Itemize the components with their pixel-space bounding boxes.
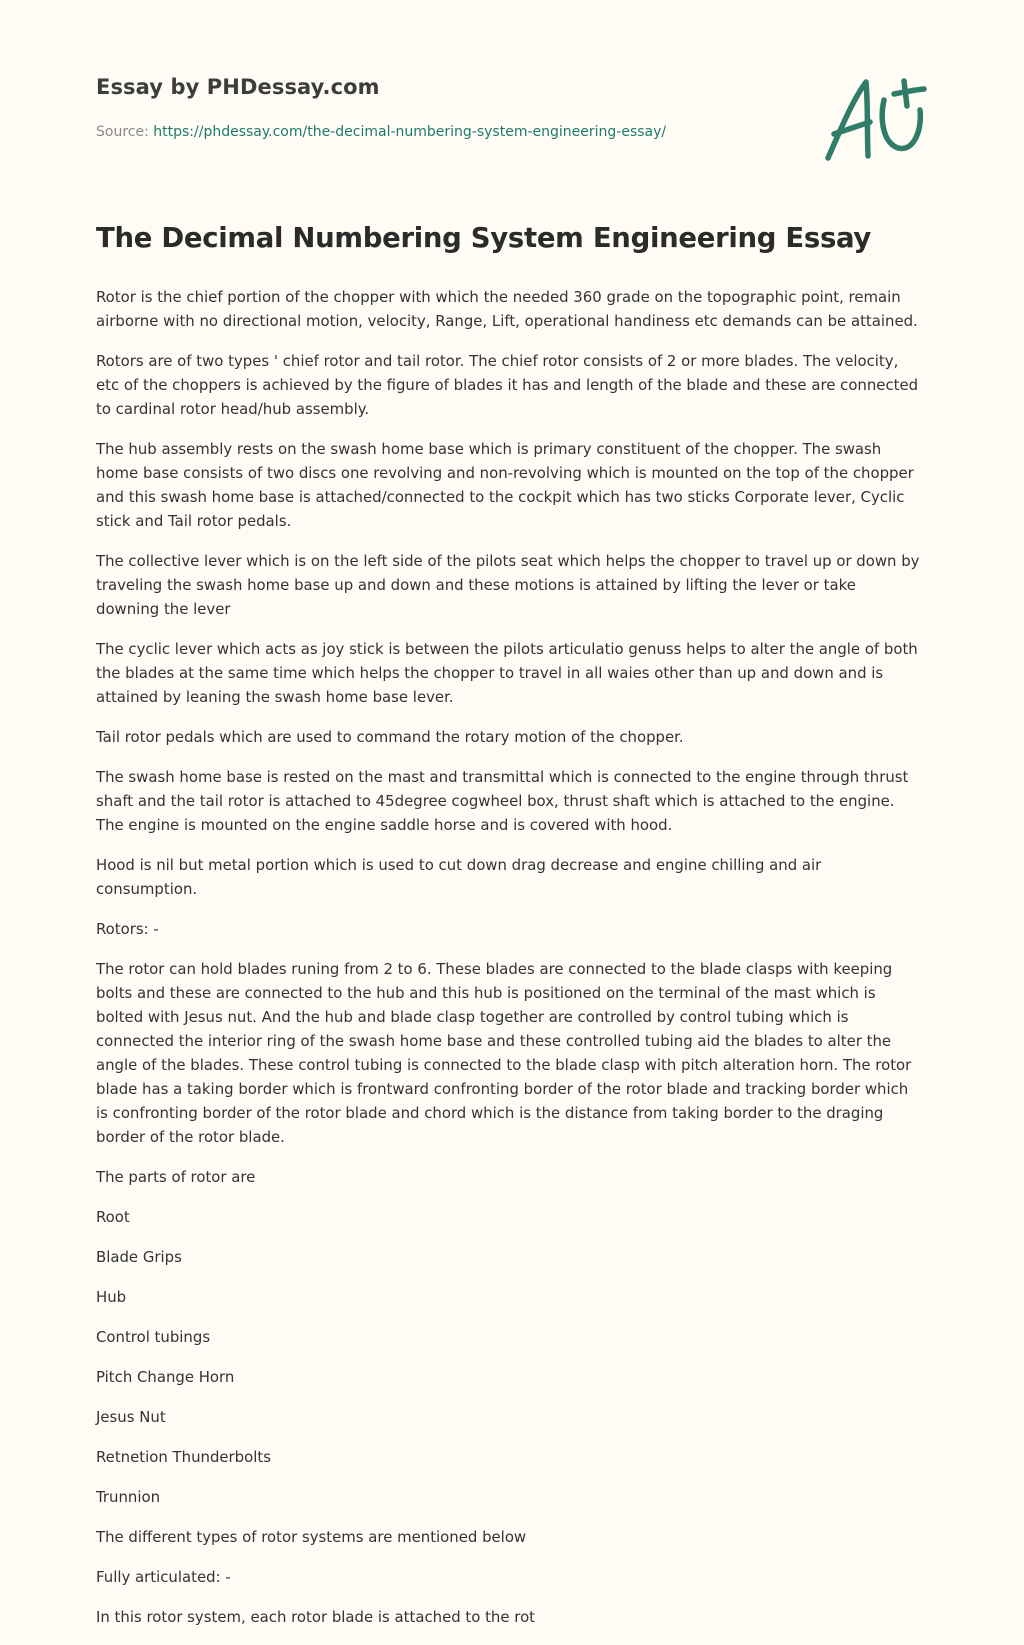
essay-title: The Decimal Numbering System Engineering Essay [96,222,872,254]
essay-paragraph: Blade Grips [96,1248,182,1266]
brand-title: Essay by PHDessay.com [96,75,380,99]
a-plus-logo-icon [824,76,928,166]
essay-paragraph: Hood is nil but metal portion which is used to cut down drag decrease and engine chilling and air consumption. [96,856,822,898]
essay-paragraph: The swash home base is rested on the mast and transmittal which is connected to the engine through thrust shaft and the tail rotor is attached to 45degree cogwheel box, thrust shaft which is attached to the engine. The engine is mounted on the engine saddle horse and is covered with hood. [96,768,909,834]
essay-body [96,285,922,1645]
page-header [96,0,928,190]
essay-paragraph: The collective lever which is on the left side of the pilots seat which helps the chopper to travel up or down by traveling the swash home base up and down and these motions is attained by lifting the lever or take downing the lever [96,552,920,618]
source-link[interactable]: https://phdessay.com/the-decimal-numbering-system-engineering-essay/ [153,124,667,140]
source-line [96,124,666,140]
essay-paragraph: Rotors are of two types ' chief rotor and tail rotor. The chief rotor consists of 2 or more blades. The velocity, etc of the choppers is achieved by the figure of blades it has and length of the blade and these are connected to cardinal rotor head/hub assembly. [96,352,919,418]
essay-paragraph: The rotor can hold blades runing from 2 to 6. These blades are connected to the blade clasps with keeping bolts and these are connected to the hub and this hub is positioned on the terminal of the mast which is bolted with Jesus nut. And the hub and blade clasp together are controlled by control tubing which is connected the interior ring of the swash home base and these controlled tubing aid the blades to alter the angle of the blades. These control tubing is connected to the blade clasp with pitch alteration horn. The rotor blade has a taking border which is frontward confronting border of the rotor blade and tracking border which is confronting border of the rotor blade and chord which is the distance from taking border to the draging border of the rotor blade. [96,960,912,1146]
essay-paragraph: The parts of rotor are [96,1168,256,1186]
essay-paragraph: The cyclic lever which acts as joy stick is between the pilots articulatio genuss helps to alter the angle of both the blades at the same time which helps the chopper to travel in all waies other than up and down and is attained by leaning the swash home base lever. [96,640,918,706]
essay-paragraph: Trunnion [96,1488,161,1506]
essay-paragraph: Jesus Nut [96,1408,166,1426]
source-label: Source: [96,124,154,140]
essay-paragraph: Control tubings [96,1328,211,1346]
essay-paragraph: Rotor is the chief portion of the chopper with which the needed 360 grade on the topographic point, remain airborne with no directional motion, velocity, Range, Lift, operational handiness etc demands can be attained. [96,288,918,330]
essay-paragraph: The different types of rotor systems are mentioned below [96,1528,527,1546]
essay-paragraph: Hub [96,1288,127,1306]
essay-paragraph: Tail rotor pedals which are used to command the rotary motion of the chopper. [96,728,684,746]
essay-paragraph: In this rotor system, each rotor blade is attached to the rot [96,1608,536,1626]
essay-paragraph: The hub assembly rests on the swash home base which is primary constituent of the chopper. The swash home base consists of two discs one revolving and non-revolving which is mounted on the top of the chopper and this swash home base is attached/connected to the cockpit which has two sticks Corporate lever, Cyclic stick and Tail rotor pedals. [96,440,914,530]
essay-paragraph: Rotors: - [96,920,159,938]
essay-paragraph: Fully articulated: - [96,1568,231,1586]
essay-paragraph: Retnetion Thunderbolts [96,1448,271,1466]
essay-paragraph: Pitch Change Horn [96,1368,235,1386]
essay-page [96,0,928,1626]
essay-paragraph: Root [96,1208,130,1226]
